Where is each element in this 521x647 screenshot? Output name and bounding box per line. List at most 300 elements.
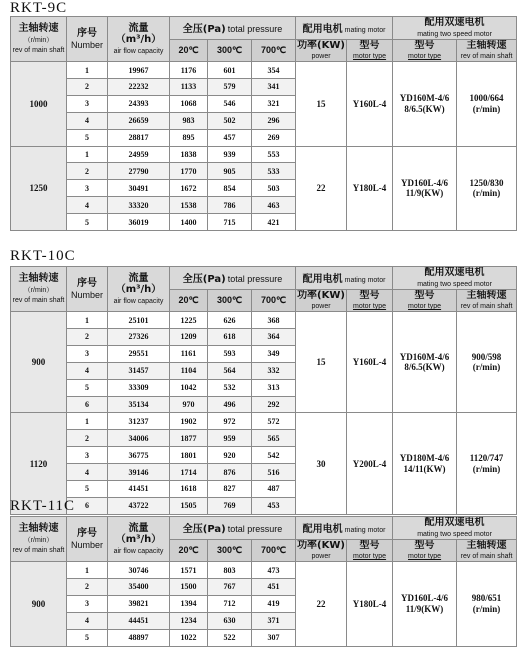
- power-cell: [296, 146, 347, 230]
- pressure-20: 1838: [170, 146, 208, 163]
- pressure-700: 473: [252, 562, 296, 579]
- pressure-300: 601: [208, 62, 252, 79]
- pressure-header: [170, 17, 296, 40]
- dual-speed-en: rev of main shaft: [460, 553, 513, 561]
- dual-type-header: [393, 39, 457, 62]
- flow-value: 39821: [108, 595, 170, 612]
- motor-type-cell: [347, 413, 393, 514]
- temp-header: [208, 289, 252, 312]
- model-title: RKT-9C: [10, 0, 68, 16]
- dual-power-value: 11/9(KW): [405, 188, 444, 199]
- pressure-20: 1042: [170, 379, 208, 396]
- pressure-20: 1161: [170, 345, 208, 362]
- pressure-300: 769: [208, 497, 252, 514]
- dual-type-value: YD160M-4/6: [399, 93, 450, 104]
- table-row: [11, 413, 517, 430]
- dual-type-en: motor type: [408, 53, 442, 61]
- main-speed-unit: （r/min）: [23, 536, 54, 544]
- dual-speed-cell: [457, 146, 517, 230]
- temp-header: [208, 39, 252, 62]
- pressure-300: 564: [208, 362, 252, 379]
- motor-type-cell: [347, 562, 393, 646]
- pressure-700: 487: [252, 481, 296, 498]
- mating-zh: 配用电机: [302, 524, 343, 536]
- dual-speed-value: 1120/747: [469, 453, 504, 464]
- row-number: 5: [67, 129, 108, 146]
- pressure-20: 1104: [170, 362, 208, 379]
- row-number: 4: [67, 464, 108, 481]
- dual-power-value: 8/6.5(KW): [404, 103, 445, 114]
- dual-speed-unit: (r/min): [472, 362, 501, 373]
- pressure-20: 983: [170, 112, 208, 129]
- flow-value: 27326: [108, 328, 170, 345]
- dual-power-value: 14/11(KW): [403, 463, 446, 474]
- flow-value: 36775: [108, 447, 170, 464]
- main-speed-en: rev of main shaft: [12, 296, 65, 304]
- pressure-20: 1234: [170, 612, 208, 629]
- pressure-300: 522: [208, 629, 252, 646]
- power-header: [296, 539, 347, 562]
- pressure-20: 1505: [170, 497, 208, 514]
- dual-zh: 配用双速电机: [424, 267, 485, 278]
- pressure-20: 1801: [170, 447, 208, 464]
- pressure-700: 364: [252, 328, 296, 345]
- power-zh: 功率(KW): [297, 289, 345, 301]
- temp-label: 700℃: [260, 294, 287, 305]
- temp-header: [252, 539, 296, 562]
- pressure-700: 307: [252, 629, 296, 646]
- motor-type-value: Y180L-4: [352, 598, 387, 609]
- pressure-300: 502: [208, 112, 252, 129]
- pressure-20: 1902: [170, 413, 208, 430]
- speed-cell: [11, 62, 67, 146]
- pressure-20: 1770: [170, 163, 208, 180]
- flow-header: [108, 517, 170, 562]
- dual-power-value: 8/6.5(KW): [404, 362, 445, 373]
- speed-value: 1120: [29, 458, 48, 469]
- pressure-300: 920: [208, 447, 252, 464]
- pressure-700: 332: [252, 362, 296, 379]
- type-zh: 型号: [359, 39, 380, 51]
- pressure-300: 618: [208, 328, 252, 345]
- motor-type-value: Y180L-4: [352, 183, 387, 194]
- seq-zh: 序号: [77, 278, 97, 290]
- dual-type-cell: [393, 146, 457, 230]
- dual-speed-cell: [457, 62, 517, 146]
- row-number: 3: [67, 95, 108, 112]
- type-header: [347, 289, 393, 312]
- flow-value: 25101: [108, 312, 170, 329]
- pressure-20: 1877: [170, 430, 208, 447]
- row-number: 5: [67, 379, 108, 396]
- dual-speed-cell: [457, 562, 517, 646]
- pressure-20: 1672: [170, 180, 208, 197]
- dual-type-value: YD160L-4/6: [401, 177, 449, 188]
- flow-zh: 流量（m³/h）: [115, 22, 162, 46]
- seq-zh: 序号: [77, 528, 97, 540]
- dual-type-value: YD160M-4/6: [399, 351, 450, 362]
- pressure-header: [170, 267, 296, 290]
- seq-header: [67, 267, 108, 312]
- flow-value: 31237: [108, 413, 170, 430]
- flow-value: 35400: [108, 578, 170, 595]
- dual-zh: 配用双速电机: [424, 17, 485, 28]
- dual-speed-en: rev of main shaft: [460, 53, 513, 61]
- power-cell: [296, 62, 347, 146]
- table-row: [11, 562, 517, 579]
- pressure-20: 1225: [170, 312, 208, 329]
- dual-speed-cell: [457, 312, 517, 413]
- pressure-20: 1068: [170, 95, 208, 112]
- main-speed-en: rev of main shaft: [12, 546, 65, 554]
- speed-value: 900: [31, 598, 46, 609]
- mating-motor-header: [296, 267, 393, 290]
- pressure-300: 593: [208, 345, 252, 362]
- row-number: 4: [67, 612, 108, 629]
- dual-speed-header: [457, 39, 517, 62]
- type-header: [347, 39, 393, 62]
- pressure-zh: 全压(Pa): [182, 274, 226, 286]
- dual-speed-header: [457, 289, 517, 312]
- dual-type-en: motor type: [408, 553, 442, 561]
- pressure-20: 1714: [170, 464, 208, 481]
- dual-en: mating two speed motor: [417, 30, 492, 38]
- temp-header: [252, 39, 296, 62]
- header-row: [11, 517, 517, 540]
- type-zh: 型号: [359, 289, 380, 301]
- pressure-en: total pressure: [227, 274, 283, 285]
- pressure-700: 349: [252, 345, 296, 362]
- dual-speed-en: rev of main shaft: [460, 303, 513, 311]
- pressure-300: 827: [208, 481, 252, 498]
- pressure-700: 453: [252, 497, 296, 514]
- dual-type-header: [393, 289, 457, 312]
- dual-speed-value: 980/651: [471, 593, 502, 604]
- pressure-700: 419: [252, 595, 296, 612]
- mating-en: mating motor: [344, 527, 386, 535]
- pressure-zh: 全压(Pa): [182, 524, 226, 536]
- main-speed-header: [11, 267, 67, 312]
- power-en: power: [311, 303, 331, 311]
- speed-cell: [11, 562, 67, 646]
- mating-en: mating motor: [344, 27, 386, 35]
- dual-type-zh: 型号: [414, 39, 435, 51]
- pressure-700: 516: [252, 464, 296, 481]
- row-number: 5: [67, 481, 108, 498]
- row-number: 4: [67, 362, 108, 379]
- pressure-300: 630: [208, 612, 252, 629]
- speed-value: 1250: [29, 183, 48, 194]
- model-title: RKT-11C: [10, 498, 76, 514]
- pressure-20: 1022: [170, 629, 208, 646]
- pressure-300: 626: [208, 312, 252, 329]
- pressure-700: 371: [252, 612, 296, 629]
- table-row: [11, 146, 517, 163]
- flow-value: 35134: [108, 396, 170, 413]
- power-cell: [296, 562, 347, 646]
- power-zh: 功率(KW): [297, 539, 345, 551]
- pressure-700: 503: [252, 180, 296, 197]
- speed-cell: [11, 146, 67, 230]
- power-value: 30: [316, 458, 326, 469]
- flow-value: 44451: [108, 612, 170, 629]
- pressure-header: [170, 517, 296, 540]
- speed-cell: [11, 312, 67, 413]
- flow-en: air flow capacity: [113, 297, 164, 305]
- row-number: 3: [67, 447, 108, 464]
- main-speed-unit: （r/min）: [23, 36, 54, 44]
- mating-motor-header: [296, 17, 393, 40]
- motor-type-cell: [347, 312, 393, 413]
- pressure-700: 451: [252, 578, 296, 595]
- temp-label: 20℃: [178, 294, 199, 305]
- speed-value: 900: [31, 357, 46, 368]
- power-value: 22: [316, 598, 326, 609]
- flow-en: air flow capacity: [113, 47, 164, 55]
- type-zh: 型号: [359, 539, 380, 551]
- pressure-300: 786: [208, 197, 252, 214]
- dual-en: mating two speed motor: [417, 530, 492, 538]
- row-number: 2: [67, 328, 108, 345]
- row-number: 3: [67, 595, 108, 612]
- dual-speed-value: 900/598: [471, 351, 502, 362]
- main-speed-zh: 主轴转速: [18, 23, 59, 35]
- dual-speed-unit: (r/min): [472, 463, 501, 474]
- dual-speed-cell: [457, 413, 517, 514]
- main-speed-unit: （r/min）: [23, 286, 54, 294]
- row-number: 1: [67, 62, 108, 79]
- dual-en: mating two speed motor: [417, 280, 492, 288]
- temp-header: [252, 289, 296, 312]
- dual-type-zh: 型号: [414, 289, 435, 301]
- dual-speed-value: 1000/664: [469, 93, 504, 104]
- pressure-en: total pressure: [227, 24, 283, 35]
- pressure-300: 854: [208, 180, 252, 197]
- row-number: 1: [67, 312, 108, 329]
- pressure-20: 1571: [170, 562, 208, 579]
- pressure-300: 496: [208, 396, 252, 413]
- motor-type-value: Y160L-4: [352, 98, 387, 109]
- pressure-20: 1133: [170, 78, 208, 95]
- temp-header: [170, 289, 208, 312]
- temp-label: 700℃: [260, 544, 287, 555]
- flow-value: 22232: [108, 78, 170, 95]
- main-speed-header: [11, 17, 67, 62]
- flow-header: [108, 17, 170, 62]
- table-row: [11, 312, 517, 329]
- dual-motor-header: [393, 267, 517, 290]
- row-number: 5: [67, 214, 108, 231]
- row-number: 2: [67, 78, 108, 95]
- speed-value: 1000: [29, 98, 48, 109]
- mating-zh: 配用电机: [302, 24, 343, 36]
- spec-table: [10, 516, 517, 647]
- dual-motor-header: [393, 17, 517, 40]
- dual-motor-header: [393, 517, 517, 540]
- header-row: [11, 17, 517, 40]
- pressure-20: 1538: [170, 197, 208, 214]
- row-number: 2: [67, 430, 108, 447]
- row-number: 1: [67, 146, 108, 163]
- pressure-700: 341: [252, 78, 296, 95]
- pressure-20: 970: [170, 396, 208, 413]
- dual-type-cell: [393, 413, 457, 514]
- mating-en: mating motor: [344, 277, 386, 285]
- dual-type-value: YD160L-4/6: [401, 593, 449, 604]
- row-number: 2: [67, 163, 108, 180]
- row-number: 3: [67, 345, 108, 362]
- type-en: motor type: [353, 53, 387, 61]
- pressure-700: 421: [252, 214, 296, 231]
- flow-value: 34006: [108, 430, 170, 447]
- pressure-700: 533: [252, 163, 296, 180]
- flow-value: 29551: [108, 345, 170, 362]
- flow-value: 43722: [108, 497, 170, 514]
- dual-type-header: [393, 539, 457, 562]
- pressure-300: 905: [208, 163, 252, 180]
- power-header: [296, 289, 347, 312]
- flow-value: 41451: [108, 481, 170, 498]
- header-row: [11, 267, 517, 290]
- pressure-20: 1394: [170, 595, 208, 612]
- row-number: 4: [67, 112, 108, 129]
- temp-label: 20℃: [178, 44, 199, 55]
- flow-value: 39146: [108, 464, 170, 481]
- temp-label: 300℃: [216, 544, 243, 555]
- dual-type-cell: [393, 62, 457, 146]
- flow-value: 30491: [108, 180, 170, 197]
- temp-header: [170, 539, 208, 562]
- pressure-20: 895: [170, 129, 208, 146]
- flow-value: 33309: [108, 379, 170, 396]
- pressure-700: 321: [252, 95, 296, 112]
- type-en: motor type: [353, 553, 387, 561]
- seq-en: Number: [70, 39, 103, 50]
- pressure-zh: 全压(Pa): [182, 24, 226, 36]
- dual-speed-unit: (r/min): [472, 603, 501, 614]
- pressure-300: 712: [208, 595, 252, 612]
- main-speed-zh: 主轴转速: [18, 523, 59, 535]
- pressure-en: total pressure: [227, 524, 283, 535]
- pressure-20: 1400: [170, 214, 208, 231]
- seq-zh: 序号: [77, 28, 97, 40]
- pressure-300: 546: [208, 95, 252, 112]
- pressure-700: 542: [252, 447, 296, 464]
- pressure-300: 767: [208, 578, 252, 595]
- main-speed-en: rev of main shaft: [12, 46, 65, 54]
- pressure-700: 292: [252, 396, 296, 413]
- pressure-20: 1209: [170, 328, 208, 345]
- pressure-700: 354: [252, 62, 296, 79]
- pressure-300: 715: [208, 214, 252, 231]
- power-value: 15: [316, 357, 326, 368]
- dual-speed-zh: 主轴转速: [466, 39, 507, 51]
- flow-value: 28817: [108, 129, 170, 146]
- temp-header: [170, 39, 208, 62]
- temp-label: 300℃: [216, 294, 243, 305]
- dual-type-value: YD180M-4/6: [399, 453, 450, 464]
- pressure-20: 1500: [170, 578, 208, 595]
- flow-value: 31457: [108, 362, 170, 379]
- pressure-300: 876: [208, 464, 252, 481]
- flow-value: 33320: [108, 197, 170, 214]
- row-number: 5: [67, 629, 108, 646]
- pressure-300: 972: [208, 413, 252, 430]
- main-speed-header: [11, 517, 67, 562]
- dual-zh: 配用双速电机: [424, 517, 485, 528]
- seq-en: Number: [70, 539, 103, 550]
- row-number: 3: [67, 180, 108, 197]
- motor-type-cell: [347, 146, 393, 230]
- motor-type-value: Y160L-4: [352, 357, 387, 368]
- pressure-700: 553: [252, 146, 296, 163]
- flow-value: 26659: [108, 112, 170, 129]
- mating-motor-header: [296, 517, 393, 540]
- spec-table: [10, 266, 517, 515]
- flow-value: 30746: [108, 562, 170, 579]
- pressure-700: 269: [252, 129, 296, 146]
- flow-value: 19967: [108, 62, 170, 79]
- model-title: RKT-10C: [10, 248, 76, 264]
- power-zh: 功率(KW): [297, 39, 345, 51]
- row-number: 1: [67, 562, 108, 579]
- temp-label: 700℃: [260, 44, 287, 55]
- flow-en: air flow capacity: [113, 547, 164, 555]
- power-en: power: [311, 553, 331, 561]
- dual-type-en: motor type: [408, 303, 442, 311]
- spec-table: [10, 16, 517, 231]
- pressure-700: 572: [252, 413, 296, 430]
- type-en: motor type: [353, 303, 387, 311]
- flow-value: 36019: [108, 214, 170, 231]
- flow-value: 27790: [108, 163, 170, 180]
- dual-type-cell: [393, 312, 457, 413]
- dual-speed-zh: 主轴转速: [466, 289, 507, 301]
- type-header: [347, 539, 393, 562]
- power-cell: [296, 312, 347, 413]
- row-number: 4: [67, 197, 108, 214]
- temp-label: 300℃: [216, 44, 243, 55]
- main-speed-zh: 主轴转速: [18, 273, 59, 285]
- row-number: 1: [67, 413, 108, 430]
- pressure-300: 579: [208, 78, 252, 95]
- dual-speed-zh: 主轴转速: [466, 539, 507, 551]
- seq-header: [67, 517, 108, 562]
- power-value: 15: [316, 98, 326, 109]
- row-number: 6: [67, 396, 108, 413]
- dual-power-value: 11/9(KW): [405, 603, 444, 614]
- pressure-20: 1176: [170, 62, 208, 79]
- pressure-700: 296: [252, 112, 296, 129]
- pressure-700: 565: [252, 430, 296, 447]
- pressure-300: 803: [208, 562, 252, 579]
- dual-speed-value: 1250/830: [469, 177, 504, 188]
- power-header: [296, 39, 347, 62]
- dual-type-cell: [393, 562, 457, 646]
- pressure-20: 1618: [170, 481, 208, 498]
- pressure-300: 959: [208, 430, 252, 447]
- flow-header: [108, 267, 170, 312]
- temp-header: [208, 539, 252, 562]
- mating-zh: 配用电机: [302, 274, 343, 286]
- dual-type-zh: 型号: [414, 539, 435, 551]
- pressure-700: 313: [252, 379, 296, 396]
- pressure-300: 457: [208, 129, 252, 146]
- power-en: power: [311, 53, 331, 61]
- row-number: 6: [67, 497, 108, 514]
- pressure-700: 463: [252, 197, 296, 214]
- motor-type-cell: [347, 62, 393, 146]
